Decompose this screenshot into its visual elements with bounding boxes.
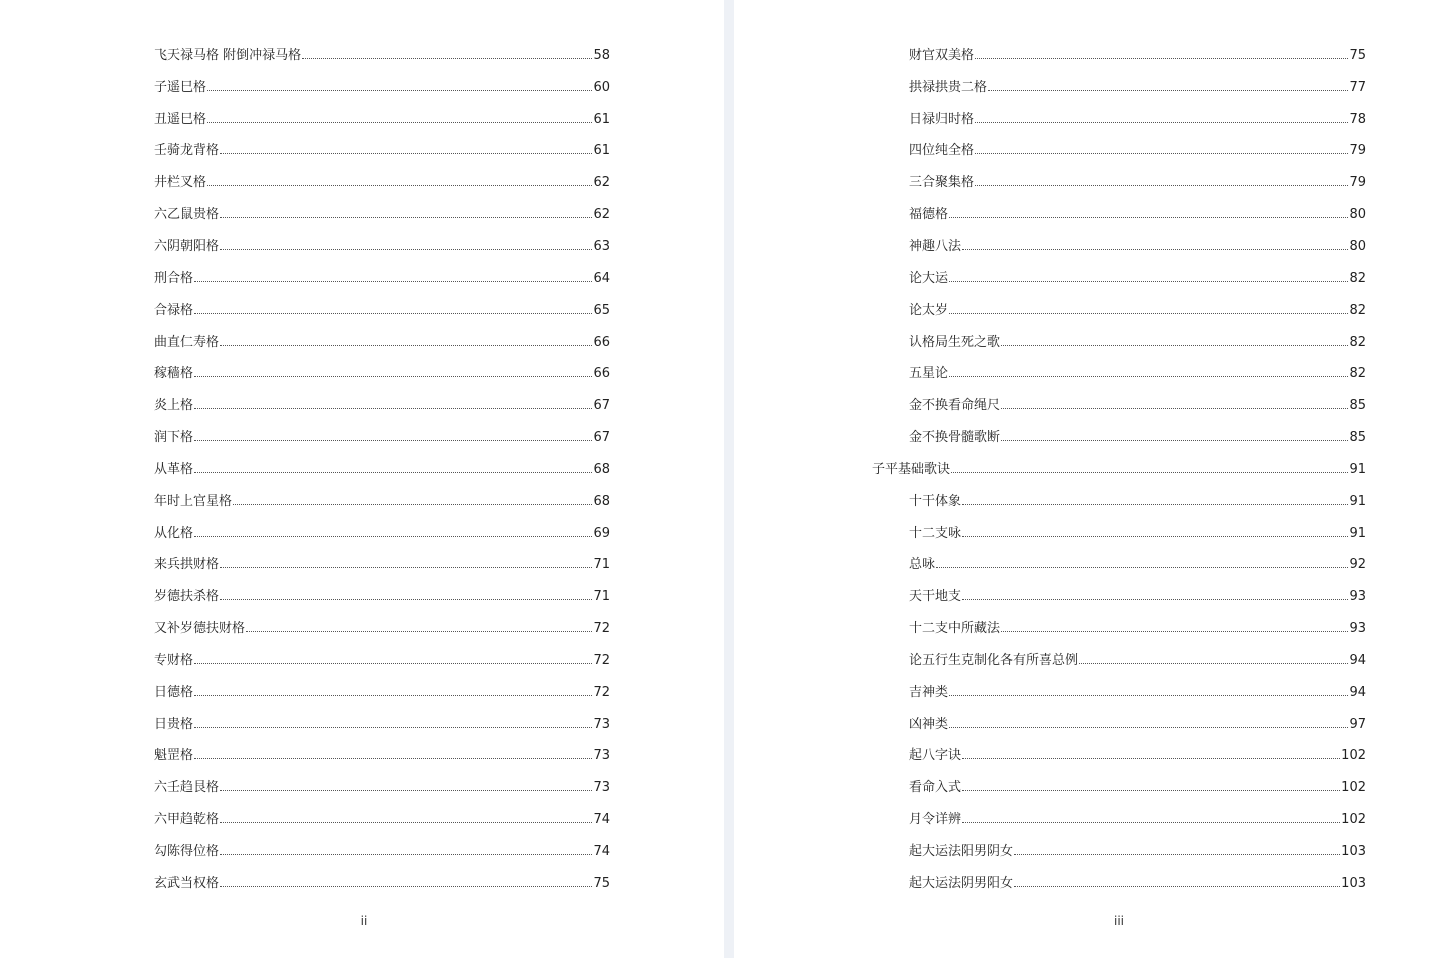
toc-entry[interactable] [872, 295, 1366, 327]
toc-dot-leader [194, 726, 592, 728]
toc-page-right [734, 0, 1440, 958]
toc-entry-title: 曲直仁寿格 [154, 334, 220, 350]
toc-entry-page: 93 [1349, 589, 1366, 605]
toc-entry[interactable] [154, 868, 610, 900]
toc-entry-page: 102 [1341, 812, 1366, 828]
toc-entry-page: 61 [593, 111, 610, 127]
toc-dot-leader [207, 89, 592, 91]
toc-entry-title: 子遥巳格 [154, 79, 207, 95]
toc-dot-leader [962, 789, 1340, 791]
toc-dot-leader [220, 248, 592, 250]
toc-entry-page: 91 [1349, 525, 1366, 541]
toc-dot-leader [220, 885, 592, 887]
toc-entry-page: 82 [1349, 334, 1366, 350]
toc-entry-title: 起八字诀 [909, 748, 962, 764]
toc-entry[interactable] [872, 613, 1366, 645]
toc-dot-leader [220, 789, 592, 791]
toc-dot-leader [1001, 344, 1348, 346]
toc-entry-page: 66 [593, 366, 610, 382]
toc-dot-leader [962, 821, 1340, 823]
toc-dot-leader [962, 598, 1348, 600]
toc-entry-title: 日贵格 [154, 716, 194, 732]
toc-entry-title: 从化格 [154, 525, 194, 541]
toc-entry[interactable] [154, 167, 610, 199]
toc-entry[interactable] [154, 518, 610, 550]
toc-entry-title: 神趣八法 [909, 238, 962, 254]
toc-entry[interactable] [154, 422, 610, 454]
toc-entry-title: 月令详辨 [909, 812, 962, 828]
toc-entry-page: 91 [1349, 493, 1366, 509]
toc-entry[interactable] [154, 581, 610, 613]
toc-entry-page: 63 [593, 238, 610, 254]
toc-entry-title: 飞天禄马格 附倒冲禄马格 [154, 47, 302, 63]
toc-dot-leader [975, 121, 1348, 123]
toc-dot-leader [194, 439, 592, 441]
toc-entry-title: 看命入式 [909, 780, 962, 796]
toc-dot-leader [220, 152, 592, 154]
toc-entry-page: 74 [593, 812, 610, 828]
toc-entry[interactable] [154, 709, 610, 741]
toc-dot-leader [975, 57, 1348, 59]
toc-entry[interactable] [154, 454, 610, 486]
toc-entry-page: 97 [1349, 716, 1366, 732]
toc-entry-page: 79 [1349, 175, 1366, 191]
toc-entry-page: 58 [593, 47, 610, 63]
toc-entry-title: 日禄归时格 [909, 111, 975, 127]
toc-dot-leader [220, 566, 592, 568]
toc-entry[interactable] [154, 486, 610, 518]
toc-dot-leader [1014, 853, 1340, 855]
toc-dot-leader [949, 726, 1348, 728]
toc-entry-title: 稼穑格 [154, 366, 194, 382]
toc-dot-leader [194, 375, 592, 377]
toc-entry-title: 玄武当权格 [154, 875, 220, 891]
toc-entry-page: 93 [1349, 621, 1366, 637]
toc-entry-title: 六壬趋艮格 [154, 780, 220, 796]
toc-entry-page: 103 [1341, 875, 1366, 891]
toc-entry-title: 吉神类 [909, 684, 949, 700]
toc-entry[interactable] [154, 40, 610, 72]
toc-entry-page: 75 [1349, 47, 1366, 63]
toc-entry-page: 80 [1349, 207, 1366, 223]
toc-dot-leader [220, 821, 592, 823]
toc-dot-leader [246, 630, 592, 632]
toc-entry-page: 102 [1341, 780, 1366, 796]
toc-entry-title: 金不换看命绳尺 [909, 398, 1001, 414]
toc-dot-leader [1079, 662, 1348, 664]
toc-entry-title: 魁罡格 [154, 748, 194, 764]
toc-entry[interactable] [154, 327, 610, 359]
toc-dot-leader [949, 216, 1348, 218]
toc-dot-leader [949, 375, 1348, 377]
toc-entry-title: 丑遥巳格 [154, 111, 207, 127]
toc-entry-page: 68 [593, 461, 610, 477]
toc-dot-leader [962, 503, 1348, 505]
toc-entry-page: 62 [593, 207, 610, 223]
toc-entry[interactable] [872, 199, 1366, 231]
toc-entry[interactable] [872, 741, 1366, 773]
toc-dot-leader [194, 662, 592, 664]
toc-dot-leader [194, 757, 592, 759]
toc-entry[interactable] [154, 199, 610, 231]
toc-entry[interactable] [154, 231, 610, 263]
toc-entry-title: 六阴朝阳格 [154, 238, 220, 254]
toc-entry-page: 73 [593, 748, 610, 764]
toc-entry-page: 103 [1341, 844, 1366, 860]
toc-entry[interactable] [154, 645, 610, 677]
toc-dot-leader [207, 121, 592, 123]
toc-entry[interactable] [872, 518, 1366, 550]
toc-dot-leader [220, 344, 592, 346]
toc-entry-page: 62 [593, 175, 610, 191]
toc-entry[interactable] [872, 72, 1366, 104]
toc-dot-leader [233, 503, 592, 505]
page-number-left: ii [360, 914, 368, 928]
toc-entry-page: 78 [1349, 111, 1366, 127]
toc-entry-title: 拱禄拱贵二格 [909, 79, 988, 95]
toc-dot-leader [220, 853, 592, 855]
toc-entry[interactable] [872, 390, 1366, 422]
toc-entry-title: 天干地支 [909, 589, 962, 605]
toc-entry-page: 71 [593, 589, 610, 605]
toc-entry-title: 勾陈得位格 [154, 844, 220, 860]
toc-entry-page: 69 [593, 525, 610, 541]
toc-entry-title: 子平基础歌诀 [872, 461, 951, 477]
toc-dot-leader [194, 280, 592, 282]
toc-entry-page: 73 [593, 780, 610, 796]
toc-dot-leader [302, 57, 592, 59]
toc-entry-title: 凶神类 [909, 716, 949, 732]
toc-entry-title: 三合聚集格 [909, 175, 975, 191]
toc-entry-title: 四位纯全格 [909, 143, 975, 159]
toc-entry-page: 72 [593, 621, 610, 637]
toc-entry-page: 71 [593, 557, 610, 573]
toc-entry-title: 壬骑龙背格 [154, 143, 220, 159]
toc-dot-leader [194, 312, 592, 314]
toc-entry-title: 岁德扶杀格 [154, 589, 220, 605]
toc-entry-title: 论太岁 [909, 302, 949, 318]
toc-entry[interactable] [154, 136, 610, 168]
toc-dot-leader [1001, 407, 1348, 409]
toc-entry-page: 94 [1349, 652, 1366, 668]
toc-dot-leader [220, 216, 592, 218]
toc-entry-page: 85 [1349, 430, 1366, 446]
toc-entry-title: 财官双美格 [909, 47, 975, 63]
toc-entry-page: 68 [593, 493, 610, 509]
toc-dot-leader [962, 757, 1340, 759]
toc-entry-page: 92 [1349, 557, 1366, 573]
toc-entry[interactable] [872, 868, 1366, 900]
toc-entry[interactable] [872, 677, 1366, 709]
toc-entry-title: 日德格 [154, 684, 194, 700]
toc-dot-leader [194, 471, 592, 473]
toc-entry-page: 72 [593, 652, 610, 668]
toc-entry[interactable] [872, 136, 1366, 168]
toc-entry[interactable] [872, 486, 1366, 518]
toc-dot-leader [949, 312, 1348, 314]
toc-entry[interactable] [154, 772, 610, 804]
toc-entry-page: 82 [1349, 270, 1366, 286]
page-number-right: iii [1113, 914, 1124, 928]
toc-entry[interactable] [872, 550, 1366, 582]
toc-entry-page: 102 [1341, 748, 1366, 764]
toc-entry[interactable] [872, 645, 1366, 677]
toc-entry[interactable] [154, 295, 610, 327]
toc-list-left [154, 40, 610, 900]
toc-entry-page: 66 [593, 334, 610, 350]
toc-entry-title: 又补岁德扶财格 [154, 621, 246, 637]
toc-dot-leader [975, 152, 1348, 154]
toc-entry[interactable] [154, 550, 610, 582]
toc-dot-leader [194, 694, 592, 696]
toc-entry[interactable] [872, 327, 1366, 359]
toc-entry[interactable] [154, 836, 610, 868]
toc-entry-page: 91 [1349, 461, 1366, 477]
toc-entry-page: 60 [593, 79, 610, 95]
toc-entry[interactable] [154, 358, 610, 390]
toc-entry[interactable] [872, 40, 1366, 72]
toc-entry-title: 论五行生克制化各有所喜总例 [909, 652, 1079, 668]
toc-entry[interactable] [872, 836, 1366, 868]
toc-entry-page: 82 [1349, 302, 1366, 318]
toc-entry[interactable] [872, 772, 1366, 804]
toc-entry-title: 六乙鼠贵格 [154, 207, 220, 223]
toc-entry[interactable] [872, 804, 1366, 836]
toc-dot-leader [975, 184, 1348, 186]
toc-dot-leader [220, 598, 592, 600]
toc-entry-page: 79 [1349, 143, 1366, 159]
toc-entry-title: 专财格 [154, 652, 194, 668]
toc-entry[interactable] [872, 231, 1366, 263]
toc-entry-title: 起大运法阴男阳女 [909, 875, 1014, 891]
toc-entry-page: 74 [593, 844, 610, 860]
toc-entry-title: 十二支咏 [909, 525, 962, 541]
toc-dot-leader [962, 535, 1348, 537]
toc-entry-page: 75 [593, 875, 610, 891]
toc-entry-title: 井栏叉格 [154, 175, 207, 191]
toc-entry-page: 80 [1349, 238, 1366, 254]
toc-entry[interactable] [872, 709, 1366, 741]
toc-entry-page: 67 [593, 430, 610, 446]
toc-dot-leader [949, 694, 1348, 696]
toc-dot-leader [936, 566, 1348, 568]
toc-list-right [872, 40, 1366, 900]
toc-entry[interactable] [154, 390, 610, 422]
toc-entry-title: 六甲趋乾格 [154, 812, 220, 828]
toc-dot-leader [207, 184, 592, 186]
toc-dot-leader [1001, 439, 1348, 441]
toc-entry[interactable] [154, 613, 610, 645]
toc-entry[interactable] [872, 422, 1366, 454]
toc-dot-leader [1001, 630, 1348, 632]
toc-entry-page: 64 [593, 270, 610, 286]
toc-entry[interactable] [154, 104, 610, 136]
toc-dot-leader [1014, 885, 1340, 887]
toc-entry-page: 82 [1349, 366, 1366, 382]
toc-entry-page: 77 [1349, 79, 1366, 95]
toc-entry[interactable] [872, 454, 1366, 486]
toc-entry-title: 十干体象 [909, 493, 962, 509]
toc-dot-leader [988, 89, 1348, 91]
toc-entry[interactable] [154, 72, 610, 104]
toc-entry-page: 73 [593, 716, 610, 732]
toc-entry[interactable] [872, 263, 1366, 295]
toc-entry-title: 认格局生死之歌 [909, 334, 1001, 350]
toc-entry-page: 67 [593, 398, 610, 414]
toc-entry[interactable] [154, 263, 610, 295]
toc-entry-title: 五星论 [909, 366, 949, 382]
toc-entry[interactable] [154, 804, 610, 836]
toc-dot-leader [962, 248, 1348, 250]
toc-entry-page: 85 [1349, 398, 1366, 414]
toc-dot-leader [194, 407, 592, 409]
toc-entry[interactable] [872, 358, 1366, 390]
toc-entry[interactable] [154, 741, 610, 773]
toc-entry-title: 炎上格 [154, 398, 194, 414]
toc-entry[interactable] [872, 104, 1366, 136]
toc-entry-title: 论大运 [909, 270, 949, 286]
toc-entry[interactable] [872, 167, 1366, 199]
toc-entry[interactable] [872, 581, 1366, 613]
toc-entry-page: 61 [593, 143, 610, 159]
toc-entry-title: 从革格 [154, 461, 194, 477]
toc-dot-leader [951, 471, 1348, 473]
toc-entry-title: 福德格 [909, 207, 949, 223]
toc-entry-page: 72 [593, 684, 610, 700]
toc-entry-title: 起大运法阳男阴女 [909, 844, 1014, 860]
toc-entry-title: 合禄格 [154, 302, 194, 318]
toc-entry-title: 年时上官星格 [154, 493, 233, 509]
toc-entry-title: 来兵拱财格 [154, 557, 220, 573]
toc-dot-leader [194, 535, 592, 537]
toc-entry-title: 润下格 [154, 430, 194, 446]
toc-dot-leader [949, 280, 1348, 282]
toc-entry-title: 总咏 [909, 557, 936, 573]
toc-entry-title: 十二支中所藏法 [909, 621, 1001, 637]
toc-entry-page: 94 [1349, 684, 1366, 700]
toc-entry-page: 65 [593, 302, 610, 318]
toc-entry-title: 金不换骨髓歌断 [909, 430, 1001, 446]
toc-entry[interactable] [154, 677, 610, 709]
toc-entry-title: 刑合格 [154, 270, 194, 286]
